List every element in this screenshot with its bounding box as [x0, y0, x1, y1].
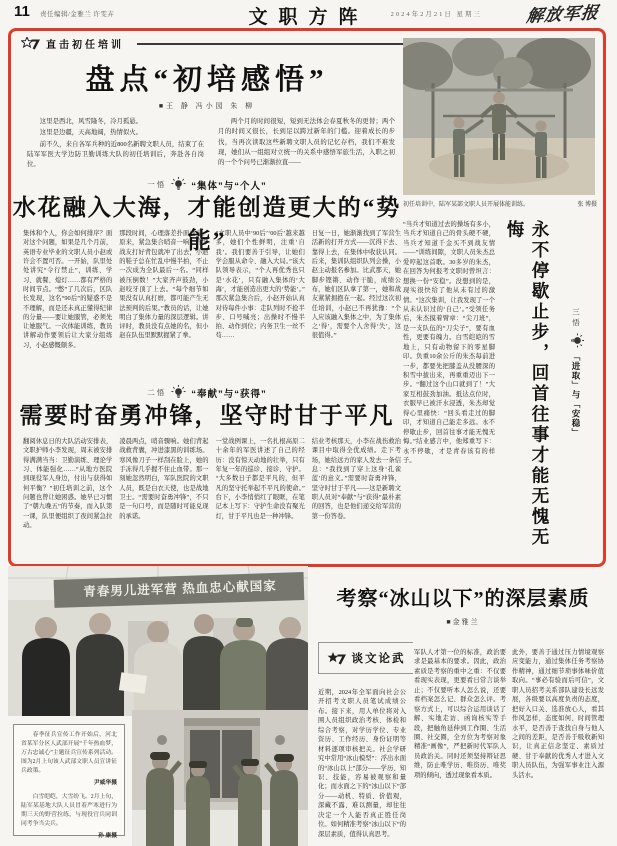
- star-flag-icon: [327, 652, 347, 665]
- caption-credit: 孙 康摄: [98, 832, 117, 839]
- photo-credit: 张 博摄: [577, 202, 597, 208]
- feature-kicker-label: 直击初任培训: [46, 40, 124, 51]
- feature-kicker: [21, 36, 403, 51]
- article-column: “当兵才知道过去的操场有多小，当兵才知道自己的骨头硬不硬，当兵才知道千金买不到战友情——”训练间隙，文职人员朱杰总爱哼起这首歌。30多岁的朱杰，在回答为何报考文职时曾坦言：想换一份“安稳”。没想到的是，现实很快给了他从未有过的激情。“这次集训，让我发现了一个从未认识过的‘自己’。”受领任务后，朱杰摸着臂章：“尖刀班”，是一支队伍的“刀尖子”，要有血性，更要有魄力。白雪皑皑的雪地上，只有动物留下的零星脚印。负重10余公斤的朱杰每前进一步，都要先把膝盖从没腰深的积雪中拔出来，再重重迈出下一步。“翻过这个山口就到了！”大家互相鼓劲加油。抵达点位时，衣服早已被汗水浸透，朱杰却觉得心里痛快：“回头看走过的脚印，才知道自己能走多远。永不停歇止步，回首往事才能无愧无悔。”结业感言中，他郑重写下：永不停歇，才是青春该有的样子。: [403, 221, 495, 464]
- right-zone: [403, 38, 597, 548]
- article-column: 一堂战例课上，一名扎根高原二十余年的军医讲述了自己的经历：没有惊天动地的壮举，只有年复一年的巡诊、接诊、守护。“大多数日子都是平凡的，但平凡的坚守托举起不平凡的使命。”台下，小李悄悄红了眼眶，在笔记本上写下：守护生命没有聚光灯，甘于平凡也是一种冲锋。: [215, 438, 305, 520]
- section1-topic: “集体”与“个人”: [191, 180, 267, 192]
- photo-caption-box: [13, 724, 125, 839]
- section3-label: 三悟: [571, 308, 581, 329]
- feature-byline: ■王 静 冯小园 朱 柳: [158, 102, 256, 110]
- editors-line: 责任编辑/金雅兰 许雯卉: [40, 11, 115, 18]
- section2-body: [23, 437, 401, 555]
- section3-topic: 「进取」与「安稳」: [571, 352, 581, 438]
- feature-intro: [27, 117, 395, 171]
- highlight-red-box: [8, 28, 606, 567]
- photo-caption: 初任培训中，陆军某部文职人员开展体能训练。: [403, 202, 530, 208]
- text-line: 这里是西北，风雪隆冬，冷月孤悬。: [39, 118, 143, 125]
- commentary-headline: 考察“冰山以下”的深层素质: [336, 588, 590, 610]
- intro-left-column: [27, 117, 204, 171]
- section1-headline: 水花融入大海，才能创造更大的“势能”: [12, 195, 402, 253]
- article-column: 日复一日，她渐渐找到了军营生活新的打开方式——沉得下去、靠得上去，在集体中收获认同。后来，集训队组织队列会操，小赵主动报名参加。比武那天，她脚步铿锵、动作干脆，成绩公布，她们区队拿了第一，她和战友紧紧拥抱在一起。经过这次初任培训，小赵已不再犹豫：“个人应该融入集体之中，为了集体之‘得’，需要个人舍得‘失’，这很值得。”: [311, 230, 401, 340]
- section1-label: 一悟: [147, 180, 167, 189]
- enlistment-photo: [8, 566, 308, 716]
- article-column: 此外，要善于通过压力情境观察应变能力，通过集体任务考察协作精神，通过细节琐事体味价值取向。“事必有验而后可信”，文职人员招考关系部队建设长远发展，各级要以高度负责的态度，把好入口关、选准放心人，看其作风怎样、态度如何、时间管理水平，是否善于查找自身与他人之间的差距，是否善于吸收新知识，让真正信念坚定、素质过硬、甘于奉献的优秀人才进入文职人员队伍，为强军事业注入源头活水。: [512, 649, 604, 779]
- masthead-logo: 解放军报: [525, 3, 601, 26]
- page-number: 11: [14, 3, 30, 20]
- commentary-kicker-label: 谈文论武: [351, 653, 406, 665]
- article-column: 那段时间，心理落差扑面而来。原来，紧急集合哨音一响，许多战友打好背包就冲了出去，小赵的鞋子总在忙乱中慢半拍，不止一次成为全队最后一名。“同样被压倒数！”大家齐声鼓劲，小赵咬牙顶了上去。“每个细节如果没有认真打磨，都可能产生无法预判的后果。”教员的话，让她明白了集体力量的深层逻辑。讲评时，教员没有点她的名，但小赵在队伍里默默握紧了拳。: [119, 230, 209, 340]
- third-article: [403, 220, 597, 564]
- section2-headline: 需要时奋勇冲锋，坚守时甘于平凡: [19, 403, 395, 428]
- training-photo: [403, 38, 595, 195]
- text-line: 这里是边疆，天高地阔，热情似火。: [39, 129, 143, 137]
- salute-photo: [132, 710, 308, 846]
- section-title: 文职方阵: [248, 7, 369, 28]
- article-column: 翻阅休息日的大队活动安排表，文职护师小李发现，周末被安排得满满当当：卫勤演练、理论学习、体能强化……“从地方医院到现役军人身边，付出与获得如何平衡？”初任培训之前，这个问题也曾让她困惑。她早已习惯了“朝九晚五”的节奏，而入队第一课，队里便组织了夜间紧急拉动。: [23, 438, 113, 529]
- commentary-kicker: [318, 642, 413, 674]
- caption-text: 春季征兵宣传工作开始后，河北省某军分区人武部开展“千年热血梦，万古忠诚心”主题征兵宣传系列活动。图为2月上旬该人武部文职人员宣讲征兵政策。: [21, 732, 117, 774]
- section3-headline: 永不停歇止步，回首往事才能无愧无悔: [505, 220, 550, 548]
- article-column: “文职人员中‘90后’‘00后’越来越多，她们个性鲜明，注重‘自我’。我们要善于引导，让她们学会服从命令、融入大局。”该大队领导表示，“个人再优秀也只是‘水花’，只有融入集体的‘大海’，才能创造出更大的‘势能’。”那次紧急集合后，小赵开始认真对待每件小事：走队列时不抢半步、口号喊亮；出操时不慢半拍、动作到位；内务卫生一丝不苟……: [215, 230, 305, 340]
- section2-topic: “奉献”与“获得”: [191, 388, 267, 400]
- text-line: 两个月的时间很短，短到无法体会春夏秋冬的更替；两个月的时间又很长，长到足以跨过新年的门槛。迎着成长的步伐，当再次读取这些新聘文职人员的记忆存档，我们不难发现，她们从一组组对立统一的关系中感悟军旅生活，入职之初的一个个问号已渐渐拉直——: [218, 118, 395, 166]
- star-flag-icon: [21, 37, 41, 50]
- article-column: 集体和个人，你会如何排序？面对这个问题，如果是几个月前，英语专业毕业的文职人员小赵或许会不置可否。一开始，队里处处讲究“令行禁止”，训练、学习、就餐、熄灯……都有严格的时间节点。“憋”了几次后，区队长发现，这名“90后”的疑惑不是不理解，而是还未真正懂得纪律的分量——要让她服管，必须先让她服气。一次体能训练，教员讲解动作要领后让大家分组练习，小赵感慨颇多。: [23, 230, 113, 349]
- section3-kicker: [559, 220, 593, 564]
- caption-credit: 尹威华摄: [93, 779, 117, 786]
- intro-right-column: [218, 117, 395, 171]
- date-line: 2024年2月21日 星期三: [390, 11, 482, 18]
- commentary-byline: ■金雅兰: [446, 618, 480, 626]
- photo-caption-row: [403, 199, 597, 208]
- section1-body: [23, 229, 401, 377]
- kicker-rule: [137, 43, 403, 45]
- lightbulb-icon: [569, 333, 584, 348]
- feature-title: 盘点“初培感悟”: [85, 64, 329, 96]
- banner-slogan: 青春男儿进军营 热血忠心献国家: [83, 578, 277, 600]
- article-column: 凌晨两点，哨音骤响。她们背起战救背囊，冲进漆黑的训练场。寒风像刀子一样刮在脸上，她的手冻得几乎握不住止血带。那一刻她忽然明白，军队医院的文职人员，既是白衣天使，也是战地卫士。“需要时奋勇冲锋”，不只是一句口号，而是随时可能兑现的承诺。: [119, 438, 209, 520]
- article-column: 近期，2024年全军面向社会公开招考文职人员笔试成绩公布。接下来，用人单位将对入围人员组织政治考核、体检和综合考察，对学历学位、专业资历、工作经历、身份证明等材料逐项审核把关。社会学研究中常用“冰山模型”：浮出水面的“冰山以上”部分——学历、知识、技能，容易被观察和量化；而水面之下的“冰山以下”部分——动机、特质、价值观，深藏不露、难以测量，却往往决定一个人能否真正胜任岗位。如何精准考察“冰山以下”的深层素质，值得认真思考。: [318, 689, 406, 838]
- article-column: 结业考核那天，小李在战伤救治课目中取得全优成绩。走下考场，她给远方的家人发去一条信息：“我找到了穿上这身‘孔雀蓝’的意义。”需要时奋勇冲锋，坚守时甘于平凡——这是新聘文职人员对“奉献”与“获得”最朴素的回答，也是他们递交给军营的第一份答卷。: [311, 438, 401, 520]
- text-line: 前不久，来自各军兵种的近800名新聘文职人员，结束了在陆军军医大学边防卫勤训练大队的初任培训后，奔赴各自岗位。: [27, 140, 204, 168]
- article-column: 军队人才第一位的标准，政治要求是最基本的要求。因此，政治素质是考察的重中之重：不仅要看现实表现，更要看日常言谈举止；不仅要听本人怎么说，还要看档案怎么记、群众怎么评。考察方式上，可以综合运用谈话了解、实地走访、函询核实等手段，把触角延伸到工作圈、生活圈、社交圈，全方位为考察对象精准“画像”，严把新时代军队人员政治关。同时还须坚持辩证思维，防止唯学历、唯资历、唯奖项的倾向，透过现象看本质。: [414, 649, 506, 779]
- page-header: [0, 0, 617, 26]
- caption-text: 白雪皑皑，大雪纷飞。2月上旬，陆军某基地大队人员冒着严寒进行为期三天的野营拉练，与现役官兵同训同考争当尖兵。: [21, 793, 117, 827]
- section2-label: 二悟: [147, 388, 167, 397]
